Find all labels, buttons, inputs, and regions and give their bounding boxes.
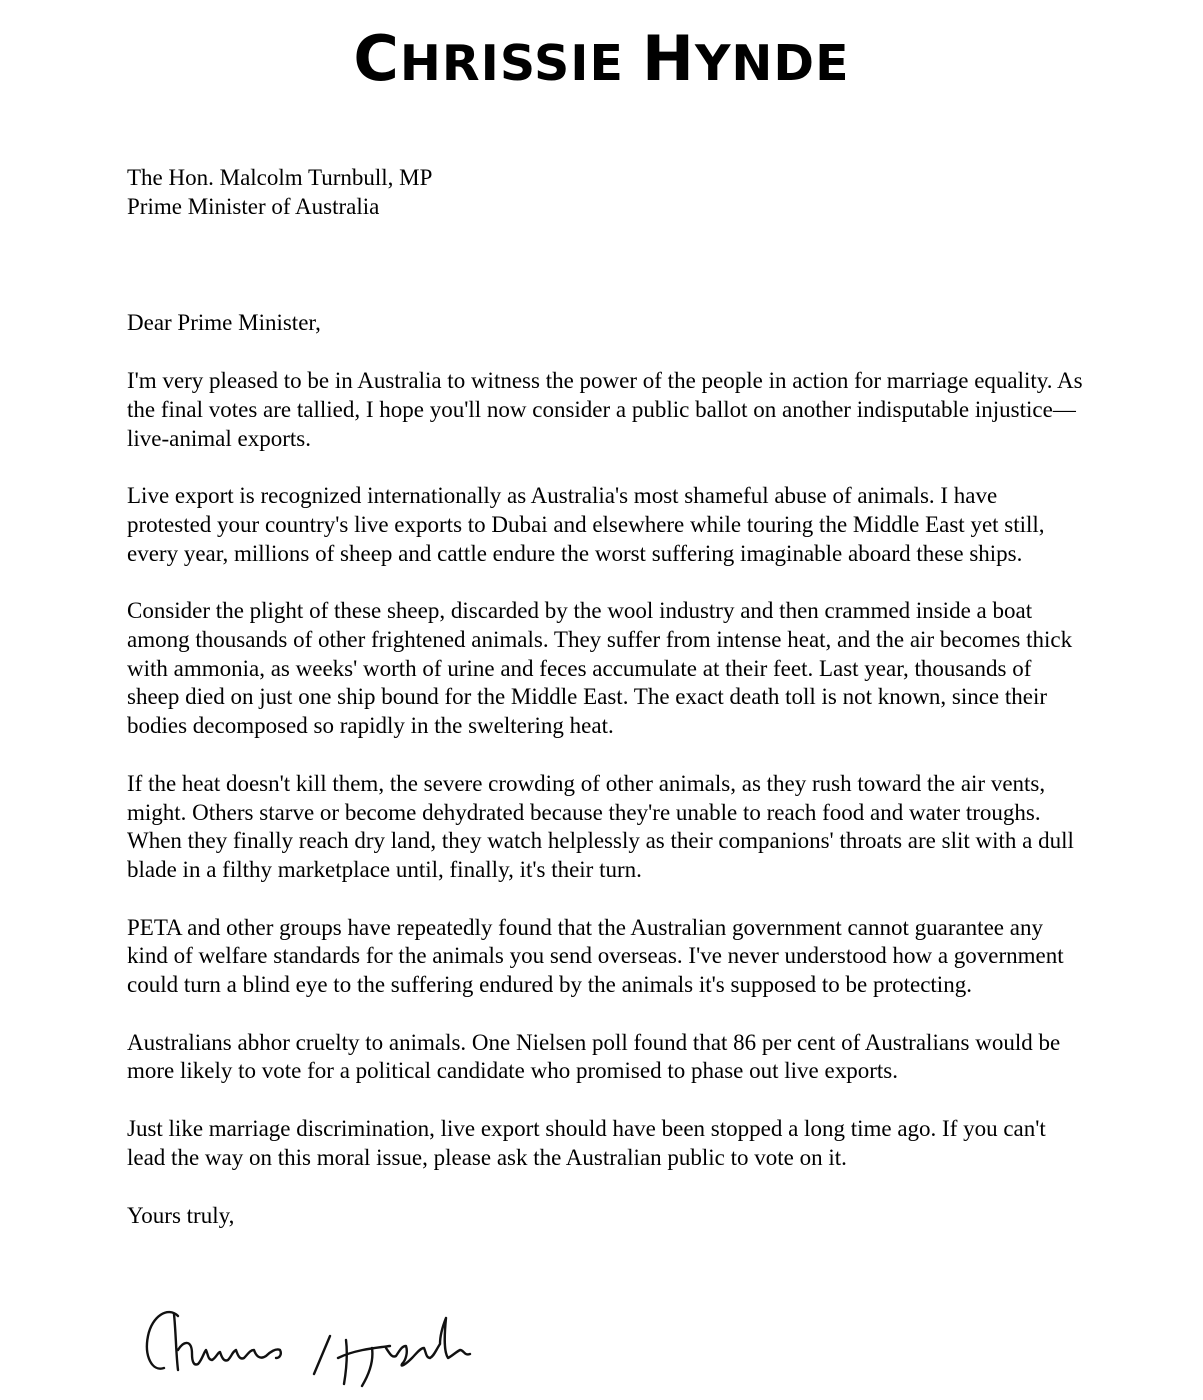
paragraph-4: If the heat doesn't kill them, the severe crowding of other animals, as they rush toward the air vents, might. Others starve or become dehydrated because they're unable to reach food and water troughs. When they finally reach dry land, they watch helplessly as their companions' throats are slit with a dull blade in a filthy marketplace until, finally, it's their turn.	[127, 770, 1074, 882]
signature-drawing	[140, 1288, 540, 1388]
paragraph-3: Consider the plight of these sheep, discarded by the wool industry and then crammed inside a boat among thousands of other frightened animals. They suffer from intense heat, and the air becomes thick with ammonia, as weeks' worth of urine and feces accumulate at their feet. Last year, thousands of sheep died on just one ship bound for the Middle East. The exact death toll is not known, since their bodies decomposed so rapidly in the sweltering heat.	[127, 598, 1073, 739]
recipient-line-1: The Hon. Malcolm Turnbull, MP	[127, 165, 433, 190]
signature	[140, 1288, 540, 1388]
paragraph-5: PETA and other groups have repeatedly found that the Australian government cannot guarantee any kind of welfare standards for the animals you send overseas. I've never understood how a government could turn a blind eye to the suffering endured by the animals it's supposed to be protecting.	[127, 914, 1064, 998]
paragraph-7: Just like marriage discrimination, live export should have been stopped a long time ago. If you can't lead the way on this moral issue, please ask the Australian public to vote on it.	[127, 1116, 1046, 1170]
letter-body	[127, 164, 1087, 1230]
paragraph-2: Live export is recognized internationally as Australia's most shameful abuse of animals. I have protested your country's live exports to Dubai and elsewhere while touring the Middle East yet still, every year, millions of sheep and cattle endure the worst suffering imaginable aboard these ships.	[127, 483, 1045, 566]
recipient-address	[127, 164, 1087, 221]
salutation: Dear Prime Minister,	[127, 310, 321, 336]
paragraph-1: I'm very pleased to be in Australia to witness the power of the people in action for marriage equality. As the final votes are tallied, I hope you'll now consider a public ballot on another indisputable injustice—live-animal exports.	[127, 368, 1083, 451]
paragraph-6: Australians abhor cruelty to animals. One Nielsen poll found that 86 per cent of Australians would be more likely to vote for a political candidate who promised to phase out live exports.	[127, 1029, 1061, 1084]
recipient-line-2: Prime Minister of Australia	[127, 193, 380, 219]
closing: Yours truly,	[127, 1202, 235, 1228]
letterhead-name: CHRISSIE HYNDE	[353, 22, 850, 95]
